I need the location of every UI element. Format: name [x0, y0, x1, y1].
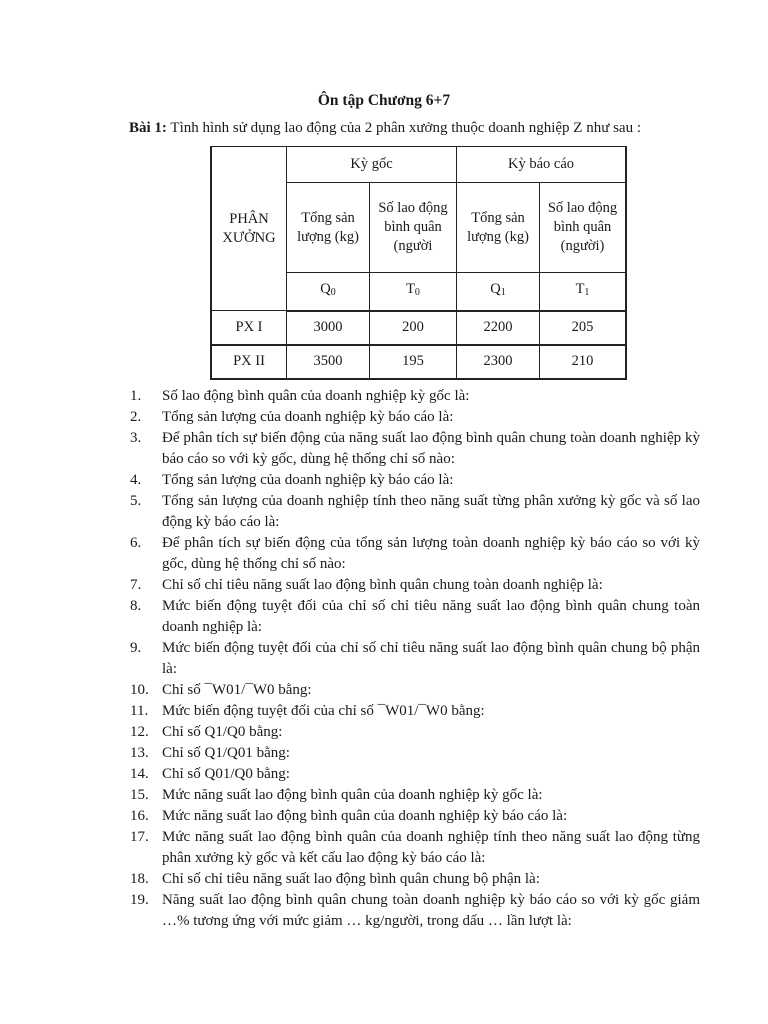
table-row	[211, 311, 626, 345]
list-item: 8. Mức biến động tuyệt đối của chỉ số chỉ tiêu năng suất lao động bình quân chung toàn doanh nghiệp là:	[130, 598, 700, 635]
list-item: 19. Năng suất lao động bình quân chung toàn doanh nghiệp kỳ báo cáo so với kỳ gốc giảm …% tương ứng với mức giảm … kg/người, trong dấu … lần lượt là:	[130, 892, 700, 929]
symbol-t0: $T_0$	[370, 273, 457, 311]
list-item: 7. Chỉ số chỉ tiêu năng suất lao động bình quân chung toàn doanh nghiệp là:	[130, 577, 603, 593]
page-title: Ôn tập Chương 6+7	[317, 92, 451, 109]
header-base-period: Kỳ gốc	[287, 147, 457, 183]
row-name: PX I	[211, 311, 287, 345]
cell-t0: 200	[370, 311, 457, 345]
list-item: 13. Chỉ số Q1/Q01 bằng:	[130, 745, 290, 761]
list-item: 1. Số lao động bình quân của doanh nghiệp kỳ gốc là:	[130, 388, 470, 404]
list-item: 6. Để phân tích sự biến động của tổng sản lượng toàn doanh nghiệp kỳ báo cáo so với kỳ gốc, dùng hệ thống chỉ số nào:	[130, 535, 700, 572]
list-item: 2. Tổng sản lượng của doanh nghiệp kỳ báo cáo là:	[130, 409, 454, 425]
cell-t1: 210	[540, 345, 627, 379]
list-item: 18. Chỉ số chỉ tiêu năng suất lao động bình quân chung bộ phận là:	[130, 871, 540, 887]
exercise-text: Tình hình sử dụng lao động của 2 phân xưởng thuộc doanh nghiệp Z như sau :	[166, 120, 641, 136]
header-report-period: Kỳ báo cáo	[457, 147, 627, 183]
header-output-report: Tổng sản lượng (kg)	[457, 183, 540, 273]
cell-q1: 2200	[457, 311, 540, 345]
exercise-label: Bài 1:	[129, 120, 167, 136]
row-name: PX II	[211, 345, 287, 379]
list-item: 17. Mức năng suất lao động bình quân của doanh nghiệp tính theo năng suất lao động từng phân xưởng kỳ gốc và kết cấu lao động kỳ báo cáo là:	[130, 829, 700, 866]
cell-q1: 2300	[457, 345, 540, 379]
cell-q0: 3000	[287, 311, 370, 345]
list-item: 11. Mức biến động tuyệt đối của chỉ số ¯W01/¯W0 bằng:	[130, 703, 485, 719]
cell-q0: 3500	[287, 345, 370, 379]
list-item: 15. Mức năng suất lao động bình quân của doanh nghiệp kỳ gốc là:	[130, 787, 543, 803]
list-item: 3. Để phân tích sự biến động của năng suất lao động bình quân chung toàn doanh nghiệp kỳ báo cáo so với kỳ gốc, dùng hệ thống chỉ số nào:	[130, 430, 700, 467]
symbol-q0: $Q_0$	[287, 273, 370, 311]
list-item: 14. Chỉ số Q01/Q0 bằng:	[130, 766, 290, 782]
cell-t0: 195	[370, 345, 457, 379]
question-list	[130, 386, 700, 932]
header-workshop: PHÂN XƯỞNG	[211, 147, 287, 311]
table-row	[211, 345, 626, 379]
list-item: 5. Tổng sản lượng của doanh nghiệp tính theo năng suất từng phân xưởng kỳ gốc và số lao động kỳ báo cáo là:	[130, 493, 700, 530]
list-item: 16. Mức năng suất lao động bình quân của doanh nghiệp kỳ báo cáo là:	[130, 808, 568, 824]
list-item: 10. Chỉ số ¯W01/¯W0 bằng:	[130, 682, 312, 698]
header-output-base: Tổng sản lượng (kg)	[287, 183, 370, 273]
list-item: 9. Mức biến động tuyệt đối của chỉ số chỉ tiêu năng suất lao động bình quân chung bộ phận là:	[130, 640, 700, 677]
symbol-q1: $Q_1$	[457, 273, 540, 311]
list-item: 12. Chỉ số Q1/Q0 bằng:	[130, 724, 283, 740]
symbol-t1: $T_1$	[540, 273, 627, 311]
labor-table	[210, 146, 627, 380]
list-item: 4. Tổng sản lượng của doanh nghiệp kỳ báo cáo là:	[130, 472, 454, 488]
cell-t1: 205	[540, 311, 627, 345]
header-workers-base: Số lao động bình quân (người	[370, 183, 457, 273]
exercise-intro	[129, 120, 641, 137]
header-workers-report: Số lao động bình quân (người)	[540, 183, 627, 273]
